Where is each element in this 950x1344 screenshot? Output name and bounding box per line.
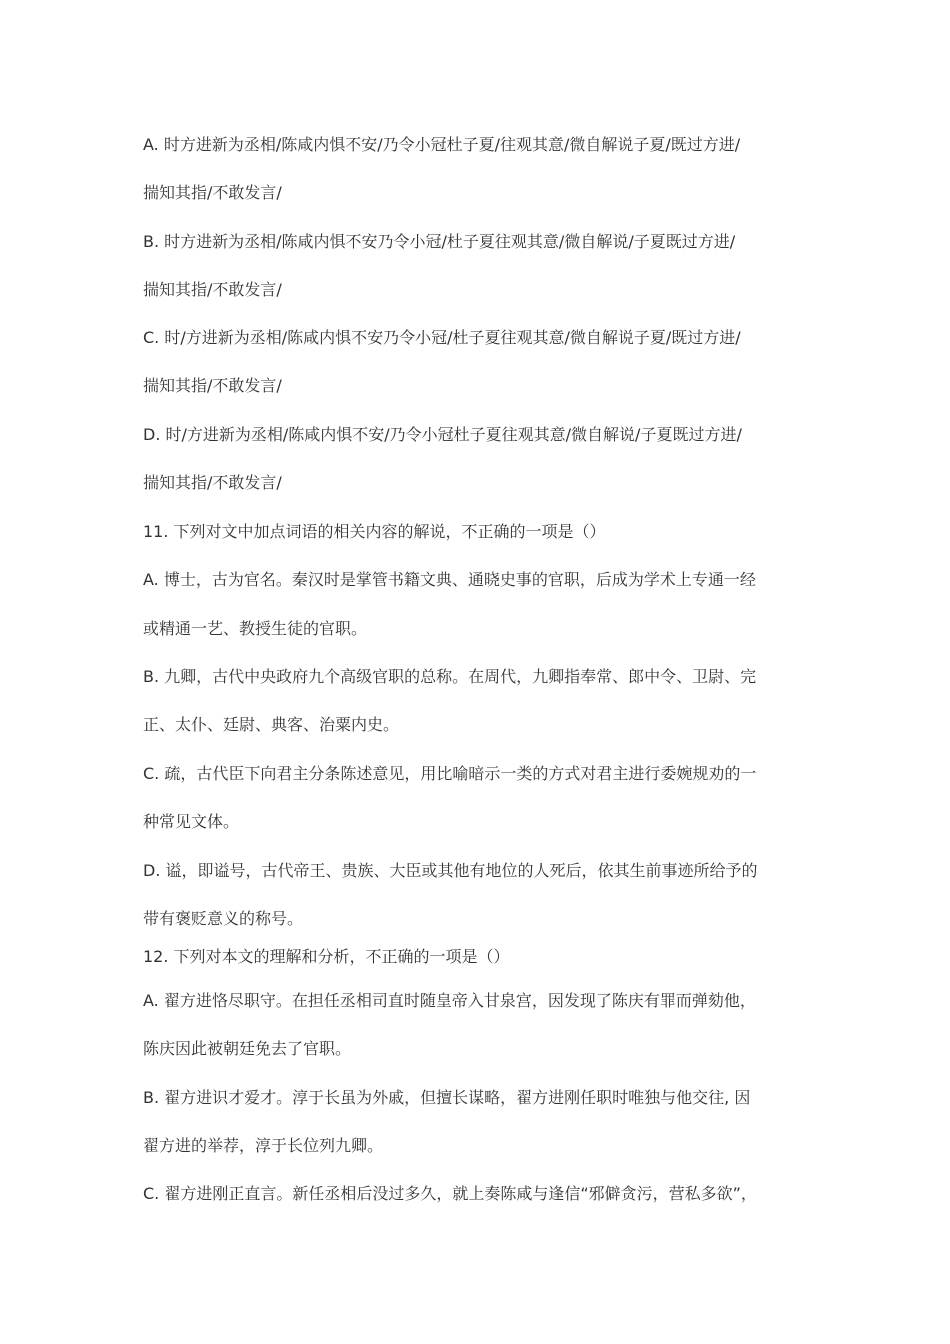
q11-option-d-line-1: D. 谥，即谥号，古代帝王、贵族、大臣或其他有地位的人死后，依其生前事迹所给予的 xyxy=(143,861,758,880)
q12-option-b-line-1: B. 翟方进识才爱才。淳于长虽为外戚，但擅长谋略，翟方进刚任职时唯独与他交往, 因 xyxy=(143,1088,751,1107)
option-c-line-1: C. 时/方进新为丞相/陈咸内惧不安乃令小冠/杜子夏往观其意/微自解说子夏/既过方进/ xyxy=(143,328,741,347)
option-c-line-2: 揣知其指/不敢发言/ xyxy=(143,376,282,395)
q12-option-b-line-2: 翟方进的举荐，淳于长位列九卿。 xyxy=(143,1136,384,1155)
q11-option-d-line-2: 带有褒贬意义的称号。 xyxy=(143,909,304,928)
q11-option-b-line-1: B. 九卿，古代中央政府九个高级官职的总称。在周代，九卿指奉常、郎中令、卫尉、完 xyxy=(143,667,757,686)
q11-option-a-line-2: 或精通一艺、教授生徒的官职。 xyxy=(143,619,368,638)
q12-option-a-line-2: 陈庆因此被朝廷免去了官职。 xyxy=(143,1039,352,1058)
q11-option-a-line-1: A. 博士，古为官名。秦汉时是掌管书籍文典、通晓史事的官职，后成为学术上专通一经 xyxy=(143,570,756,589)
q12-option-a-line-1: A. 翟方进恪尽职守。在担任丞相司直时随皇帝入甘泉宫，因发现了陈庆有罪而弹劾他， xyxy=(143,991,756,1010)
question-11: 11. 下列对文中加点词语的相关内容的解说，不正确的一项是（） xyxy=(143,522,606,541)
option-b-line-1: B. 时方进新为丞相/陈咸内惧不安乃令小冠/杜子夏往观其意/微自解说/子夏既过方进/ xyxy=(143,232,736,251)
question-12: 12. 下列对本文的理解和分析，不正确的一项是（） xyxy=(143,947,510,966)
option-a-line-1: A. 时方进新为丞相/陈咸内惧不安/乃令小冠杜子夏/往观其意/微自解说子夏/既过方进/ xyxy=(143,135,741,154)
q11-option-c-line-1: C. 疏，古代臣下向君主分条陈述意见，用比喻暗示一类的方式对君主进行委婉规劝的一 xyxy=(143,764,757,783)
option-d-line-2: 揣知其指/不敢发言/ xyxy=(143,473,282,492)
q12-option-c-line-1: C. 翟方进刚正直言。新任丞相后没过多久，就上奏陈咸与逢信“邪僻贪污，营私多欲”， xyxy=(143,1184,757,1203)
q11-option-b-line-2: 正、太仆、廷尉、典客、治粟内史。 xyxy=(143,715,400,734)
option-b-line-2: 揣知其指/不敢发言/ xyxy=(143,280,282,299)
option-d-line-1: D. 时/方进新为丞相/陈咸内惧不安/乃令小冠杜子夏往观其意/微自解说/子夏既过方进/ xyxy=(143,425,742,444)
q11-option-c-line-2: 种常见文体。 xyxy=(143,812,240,831)
option-a-line-2: 揣知其指/不敢发言/ xyxy=(143,183,282,202)
